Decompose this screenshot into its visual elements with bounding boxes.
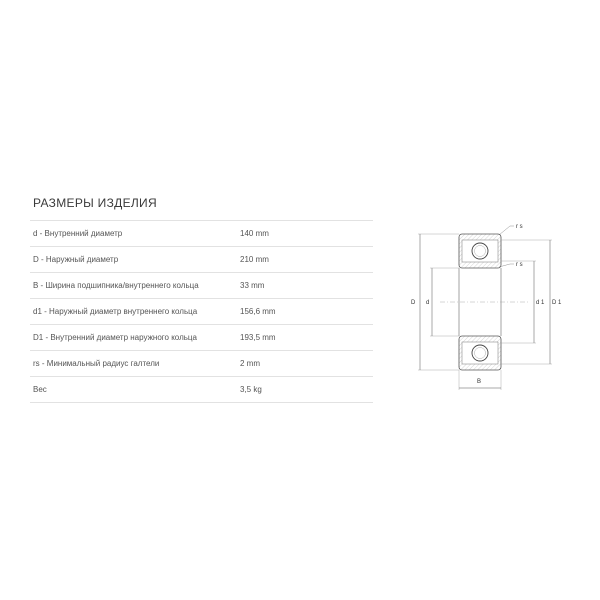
spec-value: 193,5 mm <box>237 325 373 351</box>
spec-value: 140 mm <box>237 221 373 247</box>
table-row <box>30 299 373 325</box>
spec-label: d - Внутренний диаметр <box>30 221 237 247</box>
label-B: B <box>477 379 482 385</box>
section-title: РАЗМЕРЫ ИЗДЕЛИЯ <box>33 196 157 210</box>
bottom-bearing-section <box>459 336 501 370</box>
spec-value: 3,5 kg <box>237 377 373 403</box>
spec-label: D - Наружный диаметр <box>30 247 237 273</box>
spec-label: d1 - Наружный диаметр внутреннего кольца <box>30 299 237 325</box>
label-rs-top: r s <box>516 224 523 230</box>
table-row <box>30 273 373 299</box>
spec-label: Вес <box>30 377 237 403</box>
bearing-cross-section-diagram <box>400 218 580 398</box>
spec-label: rs - Минимальный радиус галтели <box>30 351 237 377</box>
table-row <box>30 325 373 351</box>
table-row <box>30 247 373 273</box>
label-d1: d 1 <box>536 300 545 306</box>
label-D: D <box>411 300 416 306</box>
spec-label: D1 - Внутренний диаметр наружного кольца <box>30 325 237 351</box>
spec-label: B - Ширина подшипника/внутреннего кольца <box>30 273 237 299</box>
label-D1: D 1 <box>552 300 562 306</box>
top-bearing-section <box>459 234 501 268</box>
spec-value: 2 mm <box>237 351 373 377</box>
table-row <box>30 377 373 403</box>
table-row <box>30 351 373 377</box>
dimensions-table <box>30 220 373 403</box>
label-rs-inner: r s <box>516 262 523 268</box>
spec-value: 210 mm <box>237 247 373 273</box>
spec-value: 33 mm <box>237 273 373 299</box>
spec-value: 156,6 mm <box>237 299 373 325</box>
label-d: d <box>426 300 430 306</box>
table-row <box>30 221 373 247</box>
